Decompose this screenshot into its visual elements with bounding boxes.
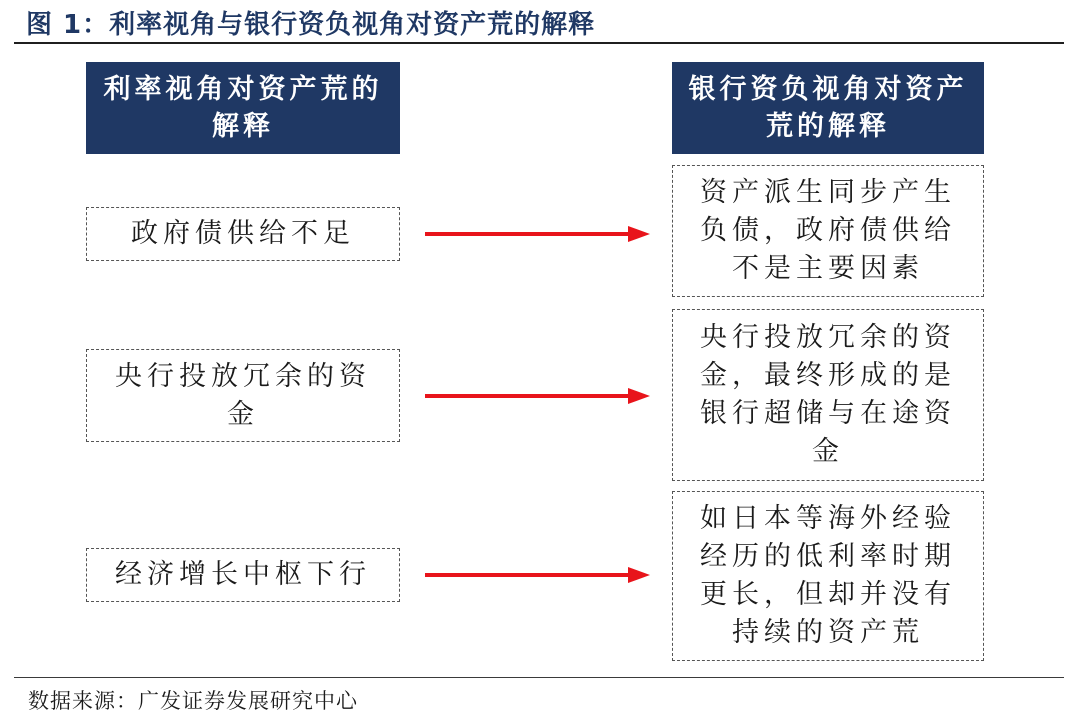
source-divider — [14, 677, 1064, 678]
right-box-3: 如日本等海外经验经历的低利率时期更长，但却并没有持续的资产荒 — [672, 491, 984, 661]
left-box-2: 央行投放冗余的资金 — [86, 349, 400, 442]
left-box-1: 政府债供给不足 — [86, 207, 400, 261]
source-note: 数据来源：广发证券发展研究中心 — [28, 689, 358, 713]
arrow-right-icon — [425, 384, 650, 408]
right-header: 银行资负视角对资产荒的解释 — [672, 62, 984, 154]
right-box-2: 央行投放冗余的资金，最终形成的是银行超储与在途资金 — [672, 309, 984, 481]
figure-title: 图 1：利率视角与银行资负视角对资产荒的解释 — [26, 10, 596, 40]
title-divider — [14, 42, 1064, 44]
left-box-3: 经济增长中枢下行 — [86, 548, 400, 602]
arrow-right-icon — [425, 222, 650, 246]
arrow-right-icon — [425, 563, 650, 587]
left-header: 利率视角对资产荒的解释 — [86, 62, 400, 154]
right-box-1: 资产派生同步产生负债，政府债供给不是主要因素 — [672, 165, 984, 297]
